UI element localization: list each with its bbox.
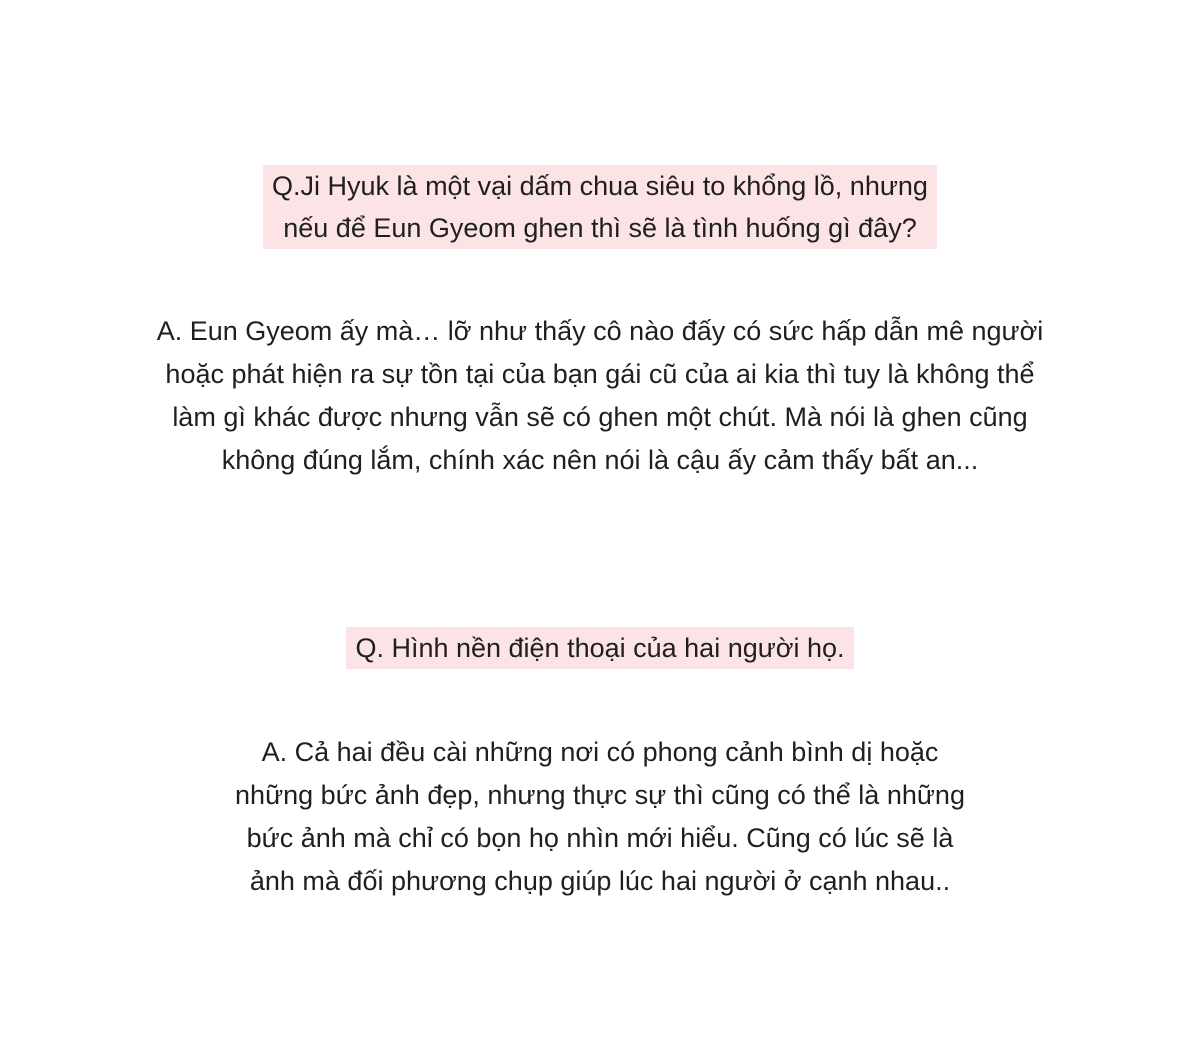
qa-1-question-block (0, 165, 1200, 249)
qa-2-question-block (0, 627, 1200, 669)
answer-2-line-1: A. Cả hai đều cài những nơi có phong cảnh bình dị hoặc (261, 737, 939, 767)
answer-1-line-3: làm gì khác được nhưng vẫn sẽ có ghen một chút. Mà nói là ghen cũng (172, 402, 1028, 432)
question-1-line-1: Q.Ji Hyuk là một vại dấm chua siêu to khổng lồ, nhưng (272, 171, 928, 201)
answer-1-line-1: A. Eun Gyeom ấy mà… lỡ như thấy cô nào đấy có sức hấp dẫn mê người (156, 316, 1044, 346)
answer-1-line-4: không đúng lắm, chính xác nên nói là cậu ấy cảm thấy bất an... (221, 445, 979, 475)
answer-2-line-2: những bức ảnh đẹp, nhưng thực sự thì cũng có thể là những (235, 780, 965, 810)
answer-2-line-4: ảnh mà đối phương chụp giúp lúc hai người ở cạnh nhau.. (249, 866, 951, 896)
question-2 (346, 627, 853, 669)
question-1-line-2: nếu để Eun Gyeom ghen thì sẽ là tình huống gì đây? (283, 213, 917, 243)
answer-1 (0, 310, 1200, 482)
answer-2 (0, 731, 1200, 903)
question-1 (263, 165, 937, 249)
question-2-line-1: Q. Hình nền điện thoại của hai người họ. (355, 633, 845, 663)
answer-2-line-3: bức ảnh mà chỉ có bọn họ nhìn mới hiểu. Cũng có lúc sẽ là (246, 823, 954, 853)
answer-1-line-2: hoặc phát hiện ra sự tồn tại của bạn gái cũ của ai kia thì tuy là không thể (165, 359, 1035, 389)
